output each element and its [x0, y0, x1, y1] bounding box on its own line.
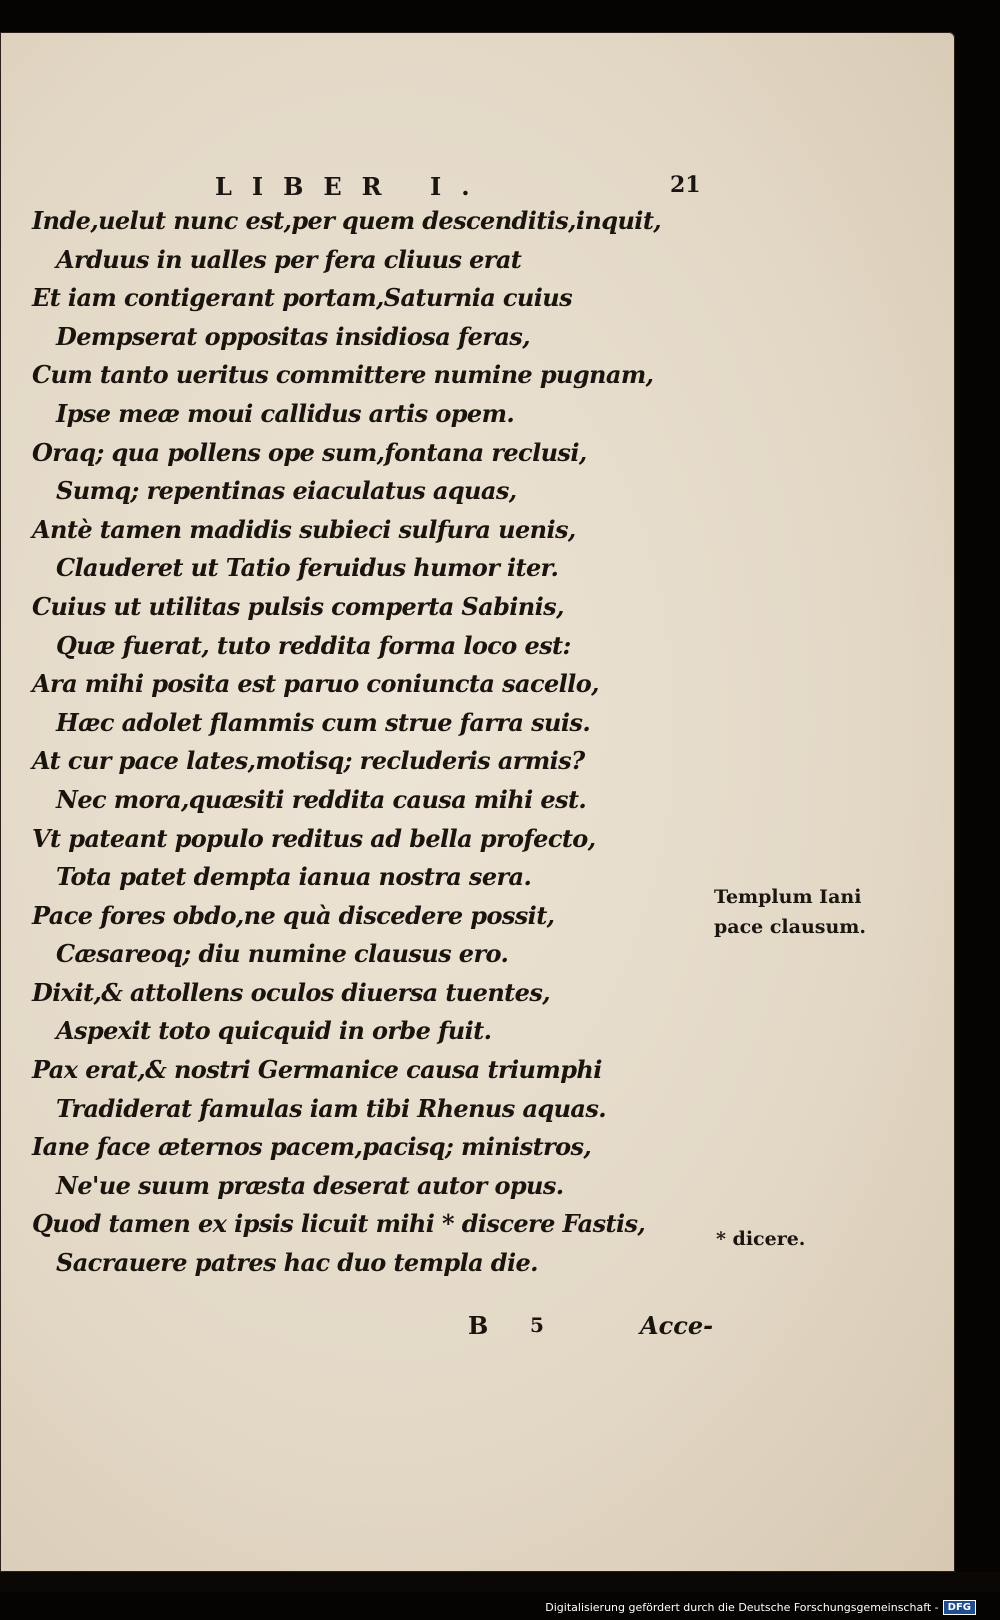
verse-line: Cum tanto ueritus committere numine pugnam,: [32, 360, 654, 390]
verse-block: [32, 202, 662, 1283]
signature-mark: B: [468, 1311, 489, 1340]
verse-line: Clauderet ut Tatio feruidus humor iter.: [56, 553, 559, 583]
verse-line: Quod tamen ex ipsis licuit mihi * discere Fastis,: [32, 1209, 646, 1239]
credit-text: Digitalisierung gefördert durch die Deutsche Forschungsgemeinschaft -: [545, 1600, 939, 1614]
verse-line: Aspexit toto quicquid in orbe fuit.: [56, 1016, 492, 1046]
marginal-note-line: pace clausum.: [714, 916, 867, 938]
verse-line: Ara mihi posita est paruo coniuncta sacello,: [32, 669, 599, 699]
verse-line: Hæc adolet flammis cum strue farra suis.: [56, 707, 591, 737]
verse-line: Dixit,& attollens oculos diuersa tuentes,: [32, 977, 550, 1007]
verse-line: Iane face æternos pacem,pacisq; ministros,: [32, 1132, 592, 1162]
verse-line: Ne'ue suum præsta deserat autor opus.: [56, 1170, 564, 1200]
verse-line: Inde,uelut nunc est,per quem descenditis,inquit,: [32, 206, 662, 235]
catchword: Acce-: [640, 1311, 714, 1340]
verse-line: Et iam contigerant portam,Saturnia cuius: [32, 283, 573, 313]
marginal-note-line: Templum Iani: [714, 886, 862, 908]
verse-line: Oraq; qua pollens ope sum,fontana reclusi,: [32, 437, 587, 467]
folio-number: 21: [670, 172, 701, 198]
verse-line: Cuius ut utilitas pulsis comperta Sabinis,: [32, 591, 564, 621]
verse-line: Cæsareoq; diu numine clausus ero.: [56, 939, 509, 969]
verse-line: Tradiderat famulas iam tibi Rhenus aquas.: [56, 1093, 607, 1123]
running-header: [215, 172, 490, 201]
verse-line: Nec mora,quæsiti reddita causa mihi est.: [56, 784, 587, 814]
verse-line: Vt pateant populo reditus ad bella profecto,: [32, 823, 596, 853]
dfg-logo-icon: DFG: [943, 1600, 976, 1615]
marginal-note-dicere: * dicere.: [716, 1228, 806, 1250]
verse-line: Dempserat oppositas insidiosa feras,: [56, 321, 530, 351]
verse-line: Pax erat,& nostri Germanice causa triumphi: [32, 1055, 602, 1085]
running-title: LIBER I.: [215, 172, 490, 201]
verse-line: Ipse meæ moui callidus artis opem.: [56, 398, 515, 428]
verse-line: Antè tamen madidis subieci sulfura uenis,: [32, 514, 576, 544]
page-bottom-edge: [0, 1572, 1000, 1592]
signature-number: 5: [530, 1313, 544, 1337]
verse-line: Sacrauere patres hac duo templa die.: [56, 1248, 538, 1278]
verse-line: Arduus in ualles per fera cliuus erat: [56, 244, 522, 274]
verse-line: At cur pace lates,motisq; recluderis armis?: [32, 746, 585, 776]
marginal-note-templum: [714, 882, 866, 942]
digitization-credit: [545, 1597, 976, 1617]
verse-line: Quæ fuerat, tuto reddita forma loco est:: [56, 630, 571, 660]
verse-line: Tota patet dempta ianua nostra sera.: [56, 862, 532, 892]
verse-line: Pace fores obdo,ne quà discedere possit,: [32, 900, 555, 930]
book-page: [0, 32, 955, 1572]
verse-line: Sumq; repentinas eiaculatus aquas,: [56, 476, 517, 506]
